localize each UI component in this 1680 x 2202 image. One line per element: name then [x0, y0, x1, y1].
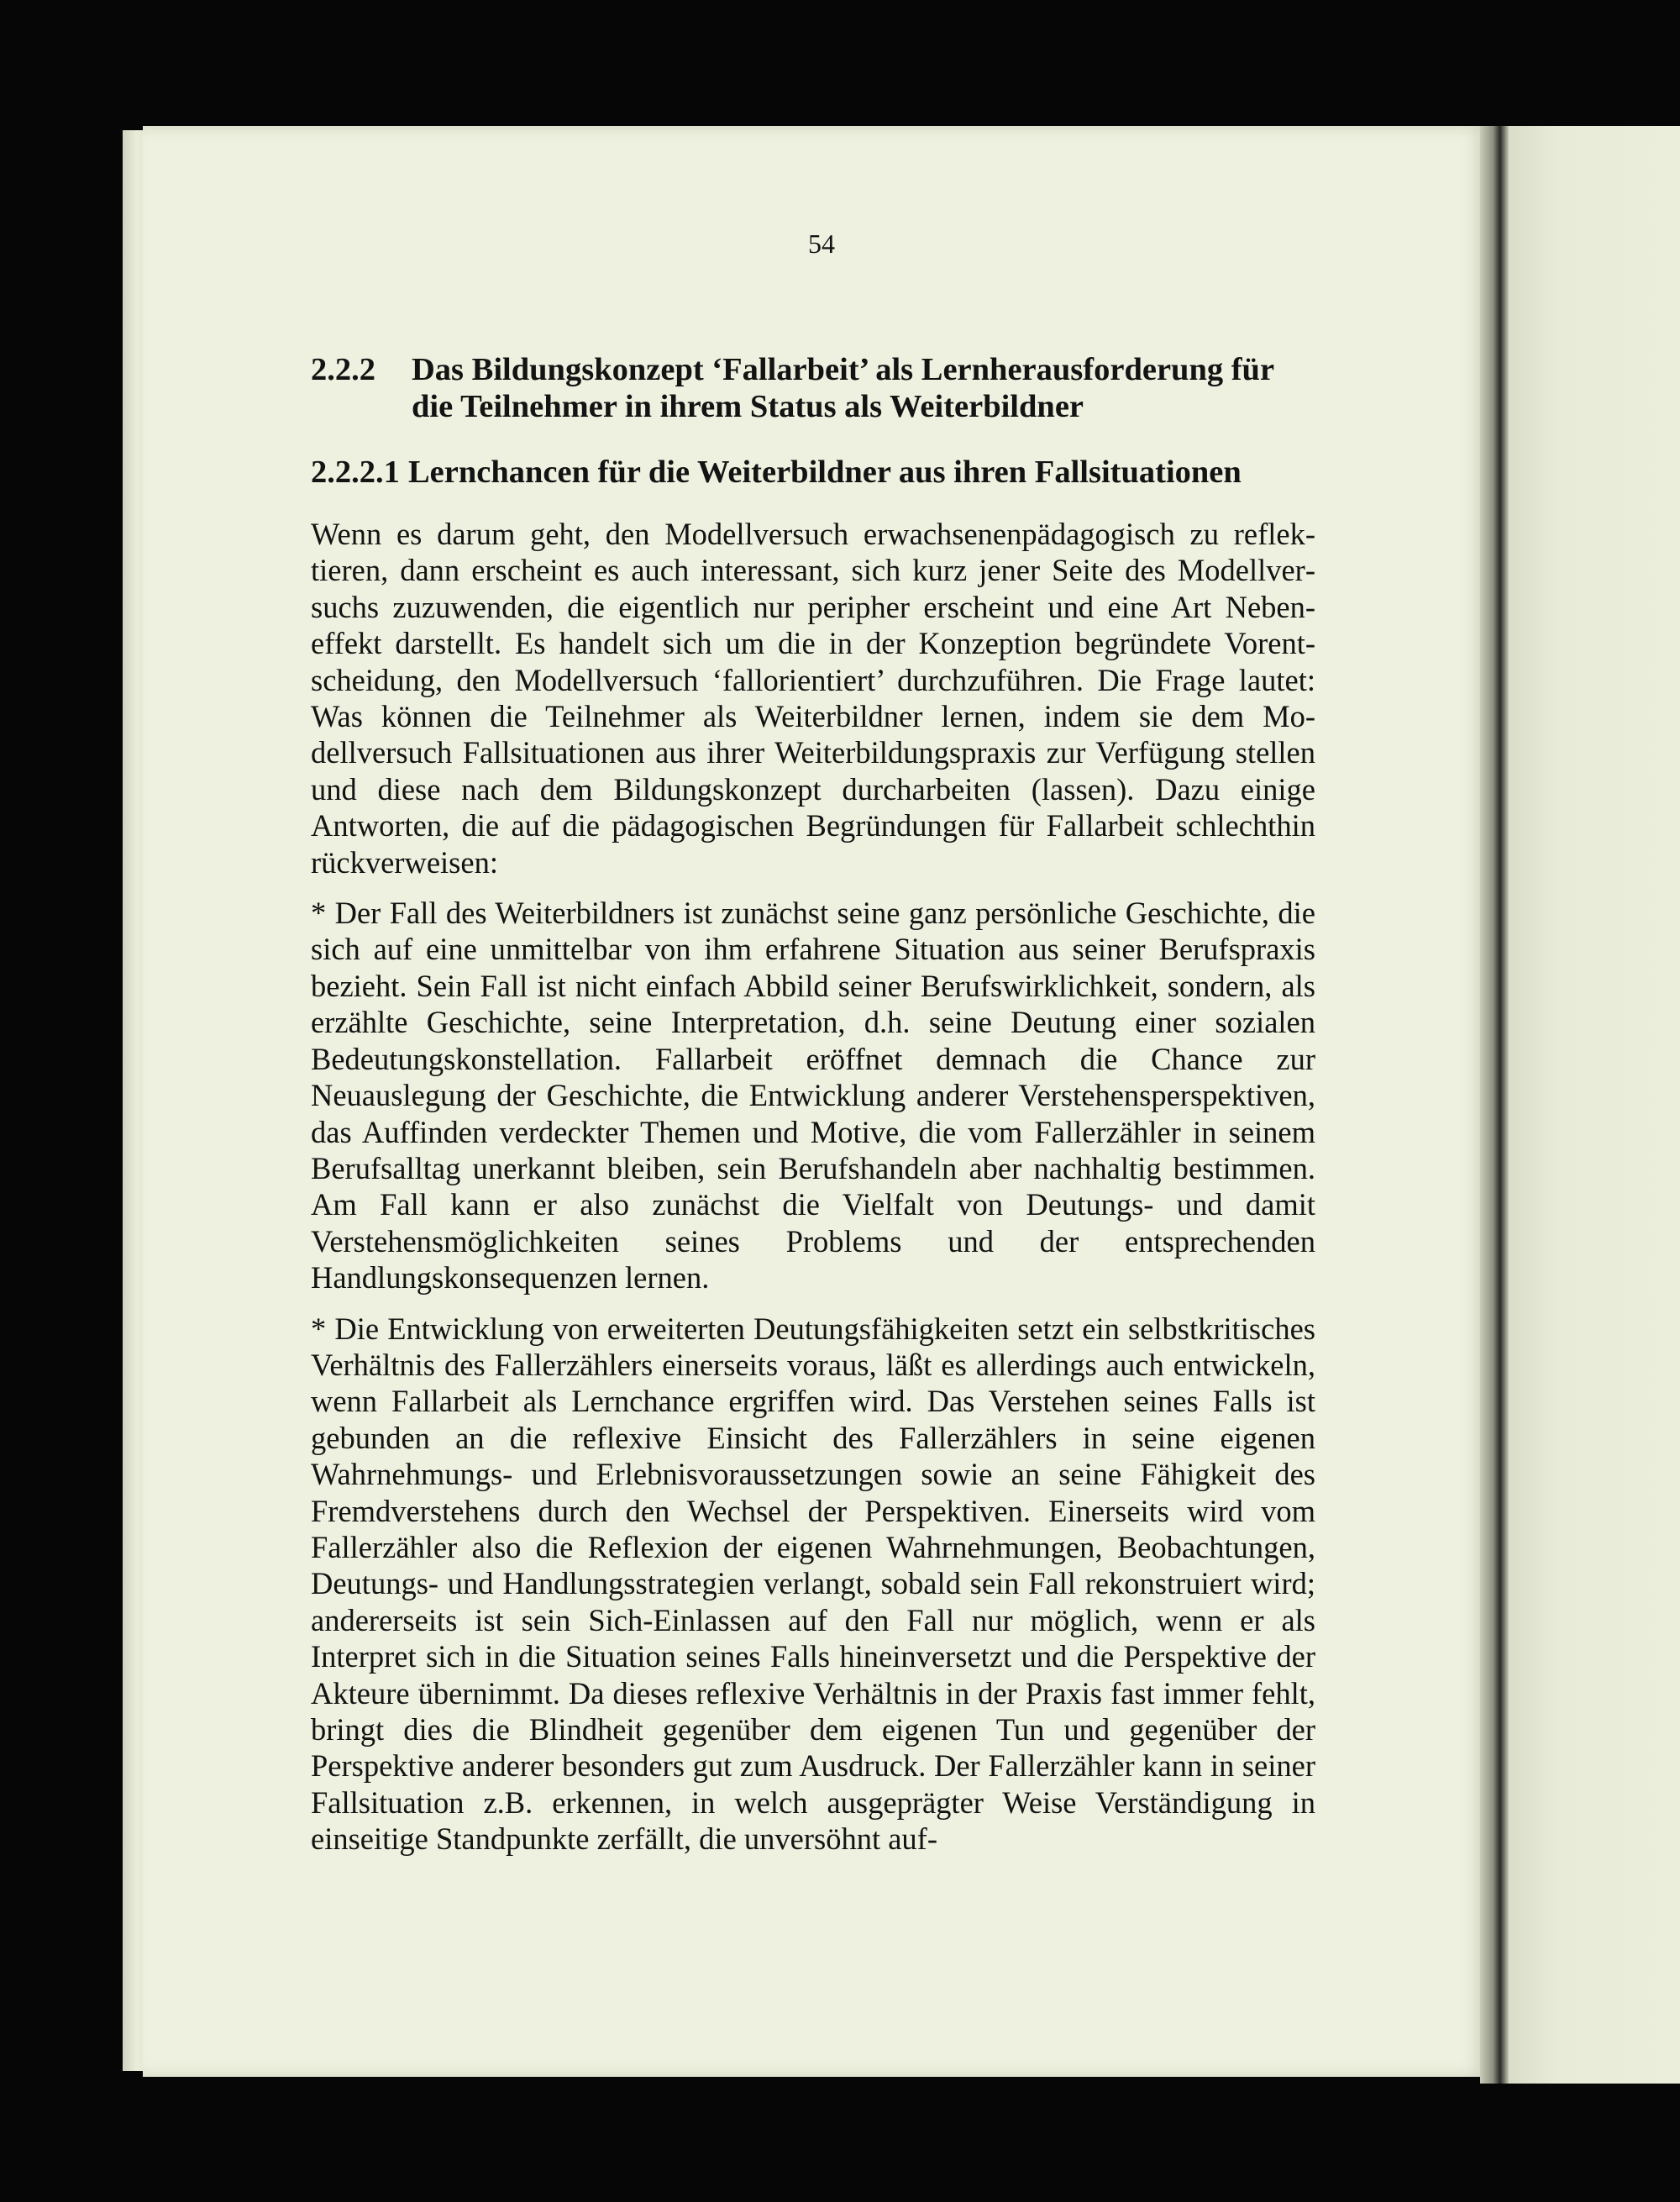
page-number: 54: [808, 229, 835, 259]
facing-page: [1504, 126, 1680, 2084]
subsection-heading: [311, 454, 1315, 491]
section-title: Das Bildungskonzept ‘Fallarbeit’ als Lernherausforderung für die Teilnehmer in ihrem Status als Weiterbildner: [412, 352, 1274, 424]
section-number: 2.2.2: [311, 352, 375, 387]
section-heading: [311, 351, 1315, 425]
paragraph-intro: Wenn es darum geht, den Modellversuch erwachsenenpädagogisch zu reflektieren, dann erscheint es auch interessant, sich kurz jener Seite des Modellversuchs zuzuwenden, die eigentlich nur peripher erscheint und eine Art Nebeneffekt darstellt. Es handelt sich um die in der Konzeption begründete Vorentscheidung, den Modellversuch ‘fallorientiert’ durchzuführen. Die Frage lautet: Was können die Teilnehmer als Weiterbildner lernen, indem sie dem Modellversuch Fallsituationen aus ihrer Weiterbildungspraxis zur Verfügung stellen und diese nach dem Bildungskonzept durcharbeiten (lassen). Dazu einige Antworten, die auf die pädagogischen Begründungen für Fallarbeit schlechthin rückverweisen:: [311, 517, 1315, 880]
paragraph-bullet-2: * Die Entwicklung von erweiterten Deutungsfähigkeiten setzt ein selbstkritisches Verhältnis des Fallerzählers einerseits voraus, läßt es allerdings auch entwickeln, wenn Fallarbeit als Lernchance ergriffen wird. Das Verstehen seines Falls ist gebunden an die reflexive Einsicht des Fallerzählers in seine eigenen Wahrnehmungs- und Erlebnisvoraussetzungen sowie an seine Fähigkeit des Fremdverstehens durch den Wechsel der Perspektiven. Einerseits wird vom Fallerzähler also die Reflexion der eigenen Wahrnehmungen, Beobachtungen, Deutungs- und Handlungsstrategien verlangt, sobald sein Fall rekonstruiert wird; andererseits ist sein Sich-Einlassen auf den Fall nur möglich, wenn er als Interpret sich in die Situation seines Falls hineinversetzt und die Perspektive der Akteure übernimmt. Da dieses reflexive Verhältnis in der Praxis fast immer fehlt, bringt dies die Blindheit gegenüber dem eigenen Tun und gegenüber der Perspektive anderer besonders gut zum Ausdruck. Der Fallerzähler kann in seiner Fallsituation z.B. erkennen, in welch ausgeprägter Weise Verständigung in einseitige Standpunkte zerfällt, die unversöhnt auf-: [311, 1311, 1315, 1857]
subsection-number: 2.2.2.1: [311, 455, 400, 490]
paragraph-bullet-1: * Der Fall des Weiterbildners ist zunächst seine ganz persönliche Geschichte, die sich auf eine unmittelbar von ihm erfahrene Situation aus seiner Berufspraxis bezieht. Sein Fall ist nicht einfach Abbild seiner Berufswirklichkeit, sondern, als erzählte Geschichte, seine Interpretation, d.h. seine Deutung einer sozialen Bedeutungskonstellation. Fallarbeit eröffnet demnach die Chance zur Neuauslegung der Geschichte, die Entwicklung anderer Verstehensperspektiven, das Auffinden verdeckter Themen und Motive, die vom Fallerzähler in seinem Berufsalltag unerkannt bleiben, sein Berufshandeln aber nachhaltig bestimmen. Am Fall kann er also zunächst die Vielfalt von Deutungs- und damit Verstehensmöglichkeiten seines Problems und der entsprechenden Handlungskonsequenzen lernen.: [311, 896, 1315, 1295]
book-gutter: [1480, 126, 1509, 2084]
page-content: [311, 227, 1315, 1858]
subsection-title: Lernchancen für die Weiterbildner aus ihren Fallsituationen: [408, 455, 1242, 490]
